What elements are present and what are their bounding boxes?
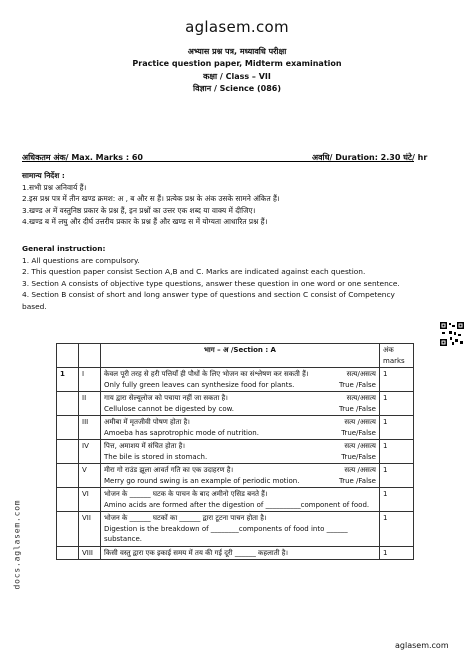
sub-question-number: VI <box>79 488 101 512</box>
duration: अवधि/ Duration: 2.30 घंटे/ hr <box>312 153 428 162</box>
question-text <box>101 440 380 464</box>
english-instruction-item: 1. All questions are compulsory. <box>22 255 140 265</box>
table-row <box>57 488 414 512</box>
question-table <box>56 343 414 560</box>
hindi-instruction-item: 3.खण्ड अ में वस्तुनिष्ठ प्रकार के प्रश्न हैं, इन प्रश्नों का उत्तर एक शब्द या वाक्य में दीजिए। <box>22 205 256 215</box>
site-title: aglasem.com <box>185 18 289 36</box>
question-text <box>101 392 380 416</box>
section-title: भाग – अ /Section : A <box>101 344 380 368</box>
max-marks: अधिकतम अंक/ Max. Marks : 60 <box>22 153 143 162</box>
hindi-instructions <box>22 170 414 228</box>
question-text <box>101 512 380 547</box>
question-marks: 1 <box>380 440 414 464</box>
hindi-question: मीरा गो राउंड झूला आवर्त गति का एक उदाहरण है। <box>104 466 234 474</box>
hindi-answer-option: सत्य /असत्य <box>344 466 376 474</box>
english-answer-option: True/False <box>341 428 376 437</box>
sub-question-number: VII <box>79 512 101 547</box>
english-question: Merry go round swing is an example of periodic motion. <box>104 476 300 485</box>
hindi-answer-option: सत्य/असत्य <box>346 394 376 402</box>
hindi-question: भोजन के ______ घटकों का ______ द्वारा टूटना पाचन होता है। <box>104 514 267 522</box>
english-instruction-item: 3. Section A consists of objective type questions, answer these question in one word or one sentence. <box>22 278 400 288</box>
table-row <box>57 440 414 464</box>
class-label: कक्षा / Class – VII <box>203 72 271 81</box>
english-question: Digestion is the breakdown of ________components of food into ______ substance. <box>104 524 348 543</box>
table-row <box>57 368 414 392</box>
hindi-question: पित्त, अमाशय में संचित होता है। <box>104 442 186 450</box>
question-marks: 1 <box>380 546 414 560</box>
question-marks: 1 <box>380 488 414 512</box>
table-row <box>57 464 414 488</box>
sub-question-number: IV <box>79 440 101 464</box>
english-question: Only fully green leaves can synthesize food for plants. <box>104 380 295 389</box>
hindi-title: अभ्यास प्रश्न पत्र, मध्यावधि परीक्षा <box>187 47 287 56</box>
table-row <box>57 392 414 416</box>
table-row <box>57 512 414 547</box>
english-instructions-heading: General instruction: <box>22 244 106 253</box>
table-row <box>57 416 414 440</box>
english-question: Cellulose cannot be digested by cow. <box>104 404 234 413</box>
table-row <box>57 546 414 560</box>
marks-header: अंक marks <box>380 344 414 368</box>
question-marks: 1 <box>380 392 414 416</box>
side-watermark: docs.aglasem.com <box>12 499 22 590</box>
english-instruction-item: 4. Section B consist of short and long answer type of questions and section C consist of Competency based. <box>22 290 395 311</box>
english-answer-option: True /False <box>338 476 376 485</box>
hindi-instruction-item: 1.सभी प्रश्न अनिवार्य हैं। <box>22 182 87 192</box>
hindi-question: अमीबा में मृतजीवी पोषण होता है। <box>104 418 190 426</box>
hindi-answer-option: सत्य/असत्य <box>346 370 376 378</box>
english-instruction-item: 2. This question paper consist Section A,B and C. Marks are indicated against each question. <box>22 267 366 276</box>
hindi-instructions-heading: सामान्य निर्देश : <box>22 171 65 180</box>
hindi-question: केवल पूरी तरह से हरी पत्तियाँ ही पौधों के लिए भोजन का संश्लेषण कर सकती हैं। <box>104 370 309 378</box>
question-marks: 1 <box>380 416 414 440</box>
hindi-answer-option: सत्य /असत्य <box>344 442 376 450</box>
question-marks: 1 <box>380 464 414 488</box>
english-question: The bile is stored in stomach. <box>104 452 208 461</box>
english-question: Amoeba has saprotrophic mode of nutrition. <box>104 428 259 437</box>
sub-question-number: II <box>79 392 101 416</box>
sub-question-number: V <box>79 464 101 488</box>
hindi-instruction-item: 4.खण्ड ब में लघु और दीर्घ उत्तरीय प्रकार के प्रश्न हैं और खण्ड स में योग्यता आधारित प्रश्न हैं। <box>22 217 268 226</box>
sub-question-number: III <box>79 416 101 440</box>
question-marks: 1 <box>380 368 414 392</box>
english-instructions <box>22 243 414 312</box>
english-title: Practice question paper, Midterm examination <box>132 59 342 68</box>
question-text <box>101 546 380 560</box>
hindi-answer-option: सत्य /असत्य <box>344 418 376 426</box>
english-answer-option: True/False <box>341 452 376 461</box>
subject-label: विज्ञान / Science (086) <box>193 84 281 93</box>
hindi-question: भोजन के ______ घटक के पाचन के बाद अमीनो एसिड बनते हैं। <box>104 490 268 498</box>
english-answer-option: True /False <box>338 380 376 389</box>
table-header-row <box>57 344 414 368</box>
question-marks: 1 <box>380 512 414 547</box>
hindi-instruction-item: 2.इस प्रश्न पत्र में तीन खण्ड क्रमश: अ , ब और स हैं। प्रत्येक प्रश्न के अंक उसके सामने अंकित हैं। <box>22 194 280 203</box>
sub-question-number: VIII <box>79 546 101 560</box>
footer-site: aglasem.com <box>395 641 449 650</box>
question-text <box>101 464 380 488</box>
divider <box>22 161 414 162</box>
question-text <box>101 368 380 392</box>
english-answer-option: True /False <box>338 404 376 413</box>
question-number: 1 <box>57 368 79 392</box>
hindi-question: गाय द्वारा सेल्यूलोज को पचाया नहीं जा सकता है। <box>104 394 228 402</box>
qr-code-icon <box>440 322 464 346</box>
hindi-question: किसी वस्तु द्वारा एक इकाई समय में तय की गई दूरी ______ कहलाती है। <box>104 548 289 557</box>
english-question: Amino acids are formed after the digestion of __________component of food. <box>104 500 370 509</box>
question-text <box>101 488 380 512</box>
sub-question-number: I <box>79 368 101 392</box>
question-text <box>101 416 380 440</box>
